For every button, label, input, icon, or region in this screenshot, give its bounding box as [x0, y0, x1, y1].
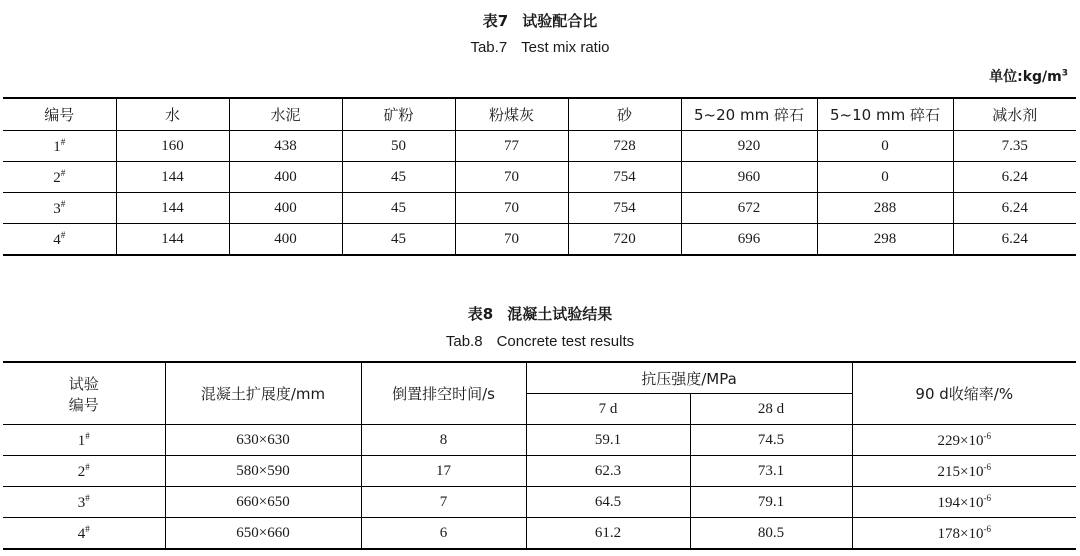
header-water-reducer: 减水剂 — [953, 98, 1076, 131]
cell-shrinkage: $194\times 10^{-6}$ — [852, 487, 1076, 518]
table7-caption-title-cn: 试验配合比 — [522, 12, 598, 30]
table7-caption-number-cn: 表7 — [482, 12, 509, 30]
cell-slag: 45 — [342, 224, 455, 256]
table8-caption-number-cn: 表8 — [467, 305, 494, 323]
cell-cement: 438 — [229, 131, 342, 162]
header-water: 水 — [116, 98, 229, 131]
cell-cement: 400 — [229, 162, 342, 193]
cell-slag: 50 — [342, 131, 455, 162]
cell-water: 144 — [116, 224, 229, 256]
header-id-line2: 编号 — [68, 395, 99, 414]
cell-gravel-5-20: 672 — [681, 193, 817, 224]
cell-shrinkage: $229\times 10^{-6}$ — [852, 425, 1076, 456]
cell-strength-7d: 62.3 — [526, 456, 690, 487]
cell-water-reducer: 6.24 — [953, 224, 1076, 256]
cell-gravel-5-10: 0 — [817, 131, 953, 162]
cell-strength-7d: 59.1 — [526, 425, 690, 456]
table-row — [3, 456, 1076, 487]
row-id: 3# — [3, 193, 116, 224]
cell-shrinkage: $178\times 10^{-6}$ — [852, 518, 1076, 550]
table8-caption-title-cn: 混凝土试验结果 — [507, 305, 613, 323]
header-cement: 水泥 — [229, 98, 342, 131]
unit-text: 单位:kg/m — [989, 69, 1062, 85]
cell-water-reducer: 7.35 — [953, 131, 1076, 162]
cell-sand: 754 — [568, 162, 681, 193]
cell-spread: 660×650 — [165, 487, 361, 518]
cell-fly-ash: 77 — [455, 131, 568, 162]
cell-sand: 728 — [568, 131, 681, 162]
header-slag: 矿粉 — [342, 98, 455, 131]
table7-caption-en — [0, 39, 1080, 56]
unit-exponent: 3 — [1061, 68, 1068, 79]
row-id: 3# — [3, 487, 165, 518]
table7-caption-title-en: Test mix ratio — [521, 39, 610, 56]
header-gravel-5-10: 5~10 mm 碎石 — [817, 98, 953, 131]
table8-test-results — [3, 361, 1076, 550]
cell-strength-7d: 64.5 — [526, 487, 690, 518]
cell-water-reducer: 6.24 — [953, 162, 1076, 193]
header-id: 编号 — [3, 98, 116, 131]
cell-strength-7d: 61.2 — [526, 518, 690, 550]
cell-water: 144 — [116, 193, 229, 224]
table8-caption-number-en: Tab.8 — [445, 333, 483, 350]
table8-caption-title-en: Concrete test results — [496, 333, 635, 350]
header-id-line1: 试验 — [68, 374, 99, 393]
table7-caption-number-en: Tab.7 — [470, 39, 508, 56]
row-id: 4# — [77, 523, 90, 542]
table8-header-row — [3, 362, 1076, 394]
cell-fly-ash: 70 — [455, 162, 568, 193]
cell-water: 144 — [116, 162, 229, 193]
header-sand: 砂 — [568, 98, 681, 131]
cell-gravel-5-20: 920 — [681, 131, 817, 162]
cell-strength-28d: 73.1 — [690, 456, 852, 487]
table-row — [3, 131, 1076, 162]
cell-sand: 720 — [568, 224, 681, 256]
table-row — [3, 487, 1076, 518]
cell-strength-28d: 79.1 — [690, 487, 852, 518]
cell-spread: 630×630 — [165, 425, 361, 456]
cell-empty-time: 7 — [361, 487, 526, 518]
header-shrinkage: 90 d收缩率/% — [852, 362, 1076, 425]
table7-mix-ratio — [3, 97, 1076, 256]
cell-strength-28d: 74.5 — [690, 425, 852, 456]
row-id: 4# — [53, 229, 66, 248]
row-id: 2# — [3, 162, 116, 193]
cell-empty-time: 6 — [361, 518, 526, 550]
header-compressive-strength: 抗压强度/MPa — [526, 362, 852, 394]
table7-unit-label — [989, 66, 1068, 86]
header-gravel-5-20: 5~20 mm 碎石 — [681, 98, 817, 131]
cell-water-reducer: 6.24 — [953, 193, 1076, 224]
table-row — [3, 518, 1076, 550]
table-row — [3, 193, 1076, 224]
table7-header-row — [3, 98, 1076, 131]
cell-sand: 754 — [568, 193, 681, 224]
header-empty-time: 倒置排空时间/s — [361, 362, 526, 425]
row-id: 1# — [3, 131, 116, 162]
table8-caption-en — [0, 333, 1080, 350]
cell-gravel-5-10: 298 — [817, 224, 953, 256]
cell-gravel-5-20: 960 — [681, 162, 817, 193]
header-strength-7d: 7 d — [526, 394, 690, 425]
row-id: 1# — [3, 425, 165, 456]
cell-cement: 400 — [229, 224, 342, 256]
cell-gravel-5-10: 0 — [817, 162, 953, 193]
cell-fly-ash: 70 — [455, 193, 568, 224]
table-row — [3, 162, 1076, 193]
header-id — [3, 362, 165, 425]
cell-slag: 45 — [342, 193, 455, 224]
cell-shrinkage: $215\times 10^{-6}$ — [852, 456, 1076, 487]
table7-caption-cn — [0, 10, 1080, 31]
cell-slag: 45 — [342, 162, 455, 193]
cell-cement: 400 — [229, 193, 342, 224]
table8-caption-cn — [0, 303, 1080, 324]
cell-gravel-5-20: 696 — [681, 224, 817, 256]
header-spread: 混凝土扩展度/mm — [165, 362, 361, 425]
cell-fly-ash: 70 — [455, 224, 568, 256]
cell-empty-time: 17 — [361, 456, 526, 487]
cell-water: 160 — [116, 131, 229, 162]
table-row — [3, 224, 1076, 256]
header-strength-28d: 28 d — [690, 394, 852, 425]
row-id: 2# — [3, 456, 165, 487]
cell-spread: 650×660 — [165, 518, 361, 550]
cell-spread: 580×590 — [165, 456, 361, 487]
cell-gravel-5-10: 288 — [817, 193, 953, 224]
cell-strength-28d: 80.5 — [690, 518, 852, 550]
cell-empty-time: 8 — [361, 425, 526, 456]
table-row — [3, 425, 1076, 456]
header-fly-ash: 粉煤灰 — [455, 98, 568, 131]
